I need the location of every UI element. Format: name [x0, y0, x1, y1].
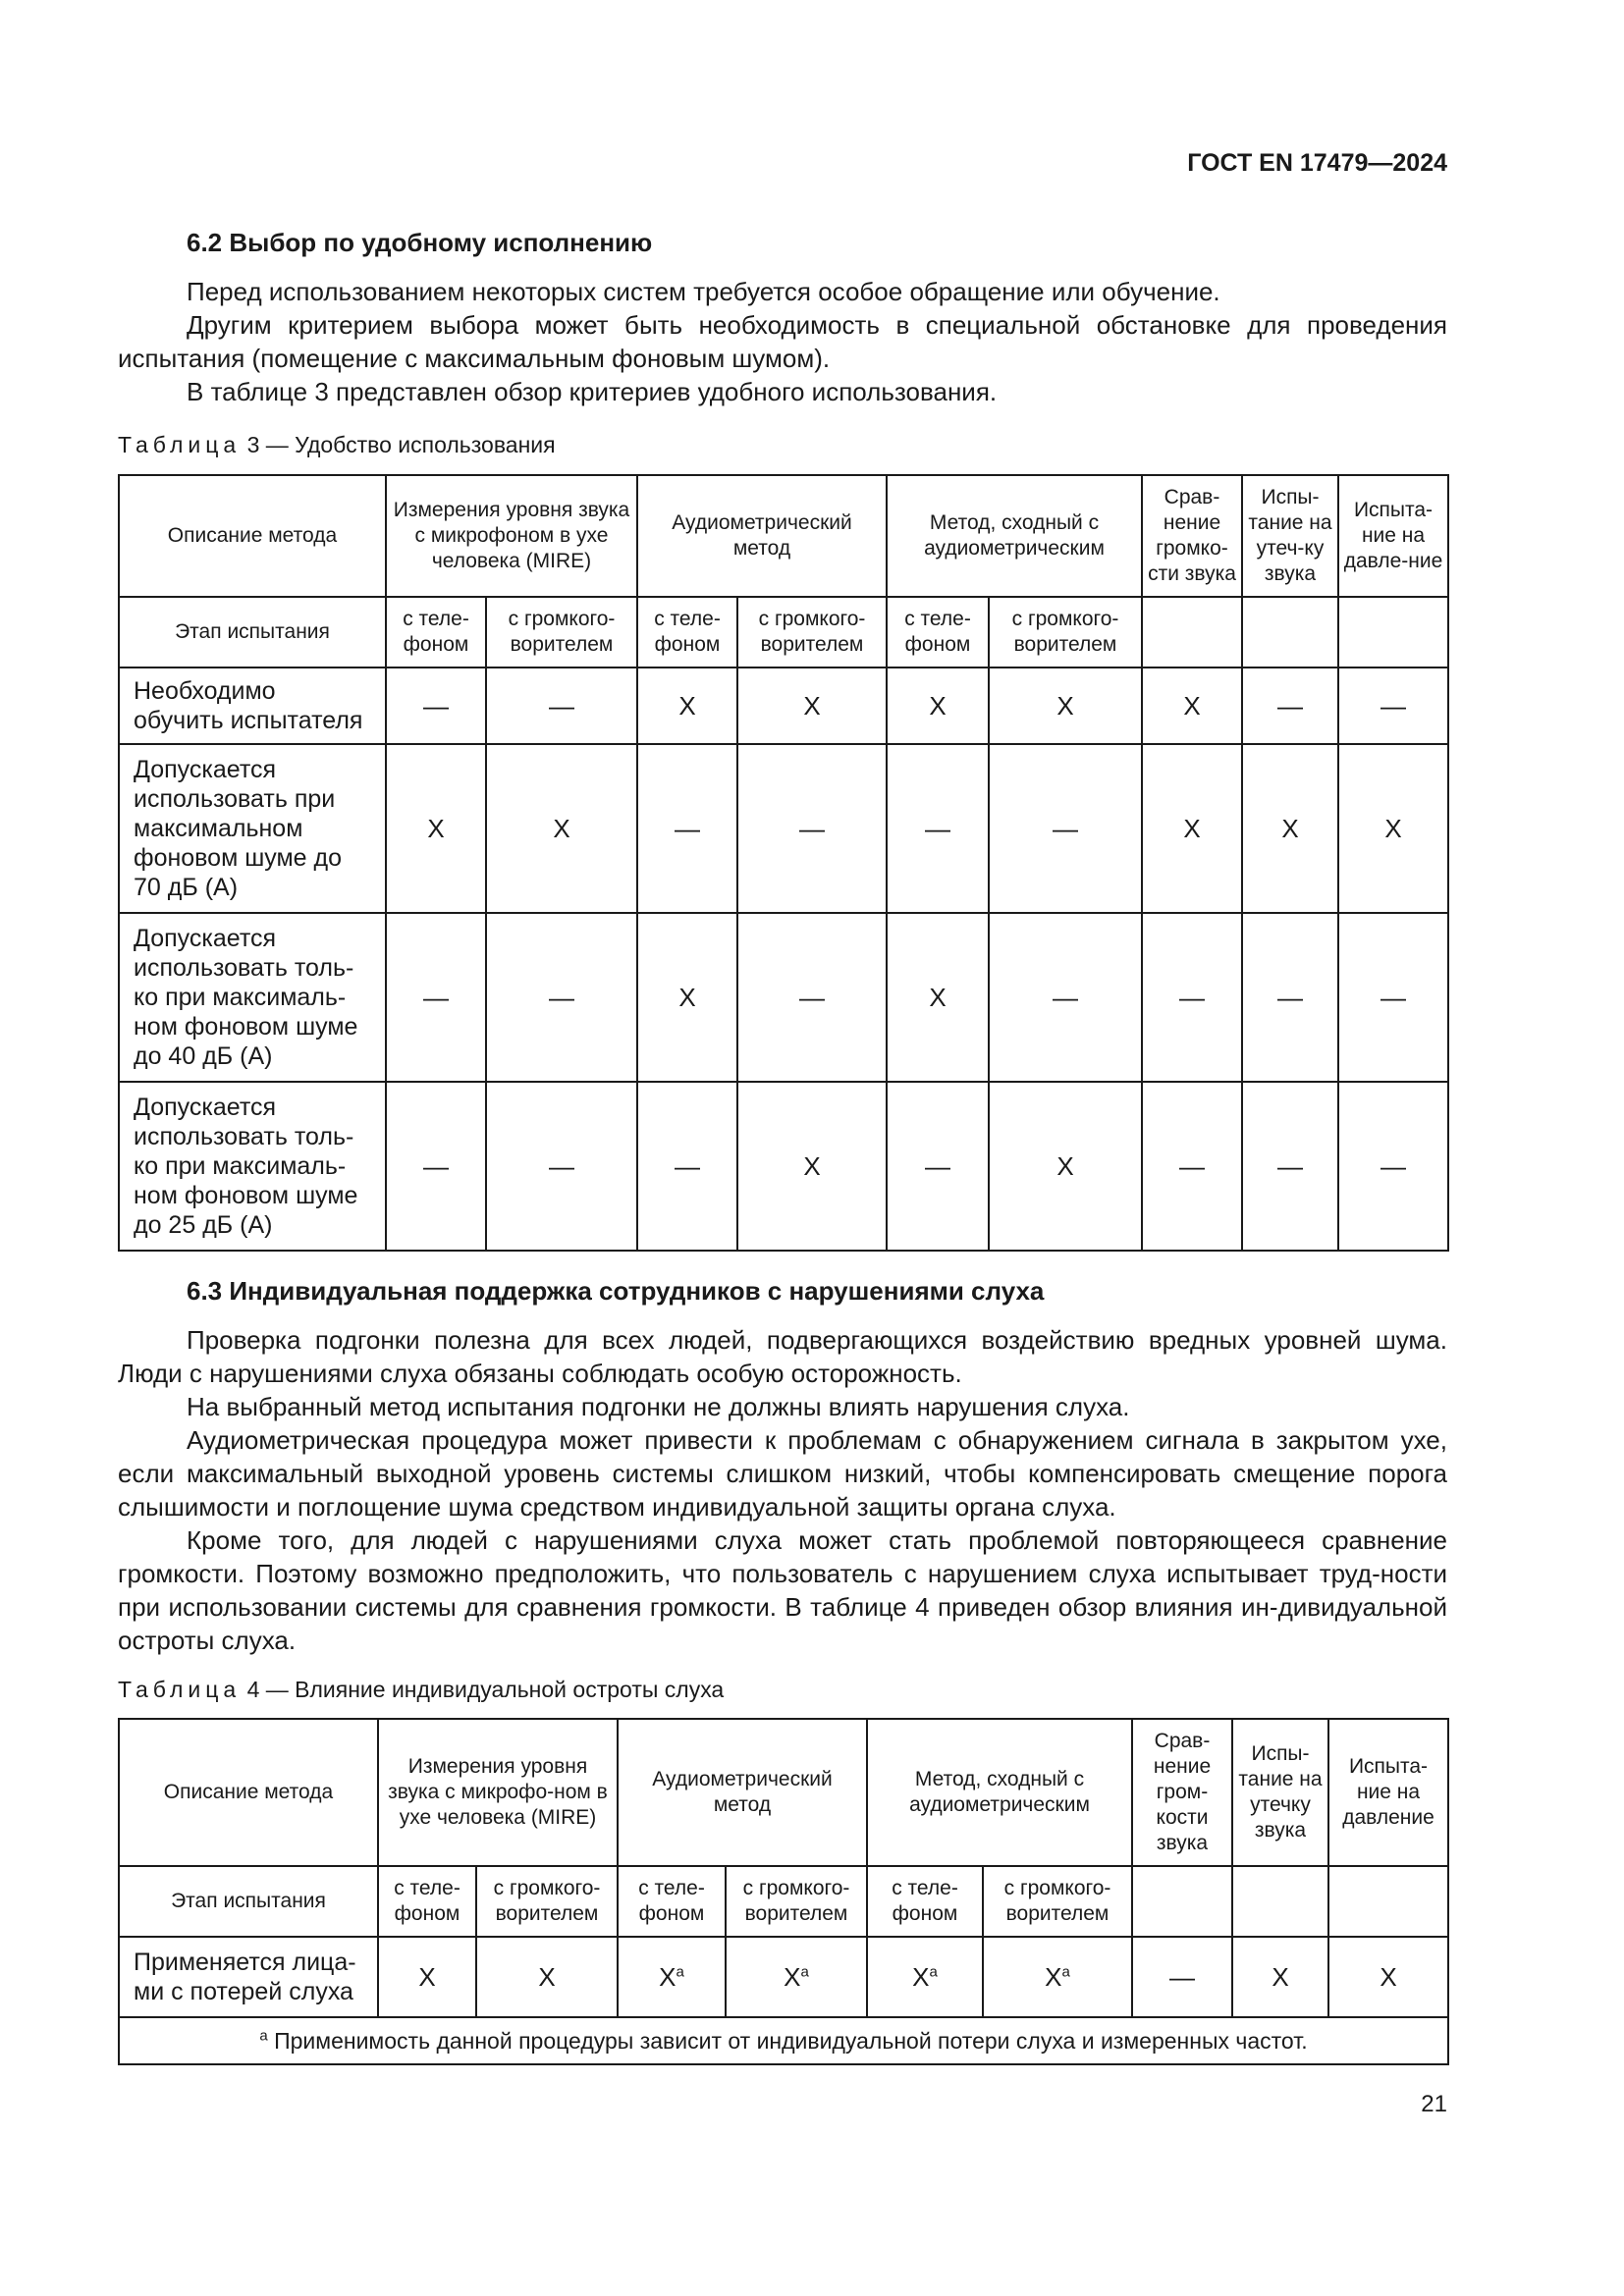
stage-speaker: с громкого-ворителем	[983, 1866, 1132, 1937]
empty-cell	[1338, 597, 1448, 667]
table-row	[119, 913, 1448, 1082]
table-4	[118, 1718, 1449, 2065]
header-similar: Метод, сходный с аудиометрическим	[887, 475, 1142, 597]
paragraph: Кроме того, для людей с нарушениями слуха может стать проблемой повторяющееся сравнение громкости. Поэтому возможно предположить, что пользователь с нарушением слуха испытывает труд-ности при использовании системы для сравнения громкости. В таблице 4 приведен обзор влияния ин-дивидуальной остроты слуха.	[118, 1525, 1447, 1655]
footnote	[119, 2017, 1448, 2064]
header-pressure: Испыта-ние на давление	[1328, 1719, 1448, 1866]
row-label: Допускается использовать при максимальном фоновом шуме до 70 дБ (А)	[119, 744, 386, 913]
table-row	[119, 744, 1448, 913]
cell: X	[386, 744, 486, 913]
cell: X	[1142, 667, 1242, 744]
stage-phone: с теле-фоном	[386, 597, 486, 667]
cell: —	[1242, 913, 1338, 1082]
stage-speaker: с громкого-ворителем	[737, 597, 887, 667]
paragraph: Аудиометрическая процедура может привести к проблемам с обнаружением сигнала в закрытом ухе, если максимальный выходной уровень системы слишком низкий, чтобы компенсировать смещение порога слышимости и поглощение шума средством индивидуальной защиты органа слуха.	[118, 1425, 1447, 1522]
stage-phone: с теле-фоном	[867, 1866, 983, 1937]
cell: —	[989, 913, 1142, 1082]
cell: —	[637, 1082, 737, 1251]
cell: —	[386, 913, 486, 1082]
cell: —	[1142, 1082, 1242, 1251]
stage-label: Этап испытания	[119, 597, 386, 667]
header-method: Описание метода	[119, 475, 386, 597]
cell: X	[486, 744, 637, 913]
header-leak: Испы-тание на утеч-ку звука	[1242, 475, 1338, 597]
cell	[867, 1937, 983, 2017]
cell: —	[989, 744, 1142, 913]
cell: —	[1132, 1937, 1232, 2017]
cell	[726, 1937, 867, 2017]
cell: —	[737, 744, 887, 913]
header-pressure: Испыта-ние на давле-ние	[1338, 475, 1448, 597]
header-similar: Метод, сходный с аудиометрическим	[867, 1719, 1132, 1866]
cell: —	[1242, 667, 1338, 744]
cell-value: X	[659, 1962, 677, 1992]
cell: X	[1142, 744, 1242, 913]
empty-cell	[1142, 597, 1242, 667]
footnote-ref: a	[929, 1963, 938, 1981]
footnote-text: Применимость данной процедуры зависит от индивидуальной потери слуха и измеренных частот.	[274, 2028, 1308, 2054]
cell: X	[989, 667, 1142, 744]
cell: X	[1328, 1937, 1448, 2017]
header-leak: Испы-тание на утечку звука	[1232, 1719, 1328, 1866]
cell: —	[1242, 1082, 1338, 1251]
footnote-ref: a	[676, 1963, 684, 1981]
cell: —	[887, 744, 989, 913]
stage-row	[119, 1866, 1448, 1937]
stage-phone: с теле-фоном	[887, 597, 989, 667]
empty-cell	[1132, 1866, 1232, 1937]
paragraph: На выбранный метод испытания подгонки не должны влиять нарушения слуха.	[187, 1392, 1130, 1421]
table-3-caption	[118, 432, 556, 458]
footnote-marker: a	[259, 2027, 268, 2045]
page-number: 21	[1421, 2091, 1447, 2117]
header-audiometric: Аудиометрический метод	[637, 475, 887, 597]
header-audiometric: Аудиометрический метод	[618, 1719, 867, 1866]
header-loudness: Срав-нение гром-кости звука	[1132, 1719, 1232, 1866]
cell: —	[486, 1082, 637, 1251]
stage-label: Этап испытания	[119, 1866, 378, 1937]
row-label: Допускается использовать толь-ко при максималь-ном фоновом шуме до 40 дБ (А)	[119, 913, 386, 1082]
cell: —	[486, 913, 637, 1082]
section-6-2-title: 6.2 Выбор по удобному исполнению	[187, 228, 653, 257]
cell: X	[1242, 744, 1338, 913]
stage-row	[119, 597, 1448, 667]
cell: X	[887, 667, 989, 744]
cell: —	[486, 667, 637, 744]
cell: X	[637, 913, 737, 1082]
paragraph: Другим критерием выбора может быть необходимость в специальной обстановке для проведения испытания (помещение с максимальным фоновым шумом).	[118, 310, 1447, 373]
document-code: ГОСТ EN 17479—2024	[1187, 149, 1447, 177]
table-row	[119, 1082, 1448, 1251]
stage-phone: с теле-фоном	[378, 1866, 476, 1937]
empty-cell	[1232, 1866, 1328, 1937]
footnote-ref: a	[800, 1963, 809, 1981]
cell: X	[887, 913, 989, 1082]
cell: —	[1338, 913, 1448, 1082]
header-mire: Измерения уровня звука с микрофо-ном в ухе человека (MIRE)	[378, 1719, 618, 1866]
cell: X	[989, 1082, 1142, 1251]
cell: —	[887, 1082, 989, 1251]
table-row	[119, 667, 1448, 744]
cell: —	[637, 744, 737, 913]
footnote-ref: a	[1061, 1963, 1070, 1981]
table-header-row	[119, 475, 1448, 597]
stage-speaker: с громкого-ворителем	[726, 1866, 867, 1937]
row-label: Допускается использовать толь-ко при максималь-ном фоновом шуме до 25 дБ (А)	[119, 1082, 386, 1251]
cell: X	[378, 1937, 476, 2017]
cell	[983, 1937, 1132, 2017]
table-4-caption	[118, 1677, 724, 1703]
paragraph: Перед использованием некоторых систем требуется особое обращение или обучение.	[187, 277, 1220, 306]
caption-label: Таблица	[118, 1677, 242, 1702]
section-6-3-text	[118, 1323, 1447, 1657]
caption-label: Таблица	[118, 432, 242, 457]
header-mire: Измерения уровня звука с микрофоном в ухе человека (MIRE)	[386, 475, 637, 597]
cell: X	[737, 667, 887, 744]
header-method: Описание метода	[119, 1719, 378, 1866]
row-label: Применяется лица-ми с потерей слуха	[119, 1937, 378, 2017]
stage-speaker: с громкого-ворителем	[486, 597, 637, 667]
empty-cell	[1242, 597, 1338, 667]
cell: X	[637, 667, 737, 744]
cell: X	[476, 1937, 618, 2017]
stage-phone: с теле-фоном	[618, 1866, 726, 1937]
row-label: Необходимо обучить испытателя	[119, 667, 386, 744]
cell: —	[1338, 1082, 1448, 1251]
cell: —	[1338, 667, 1448, 744]
cell	[618, 1937, 726, 2017]
cell-value: X	[1045, 1962, 1062, 1992]
footnote-row	[119, 2017, 1448, 2064]
header-loudness: Срав-нение громко-сти звука	[1142, 475, 1242, 597]
stage-speaker: с громкого-ворителем	[989, 597, 1142, 667]
table-row	[119, 1937, 1448, 2017]
cell: X	[737, 1082, 887, 1251]
section-6-3-title: 6.3 Индивидуальная поддержка сотрудников с нарушениями слуха	[187, 1276, 1045, 1306]
cell: —	[386, 667, 486, 744]
paragraph: Проверка подгонки полезна для всех людей, подвергающихся воздействию вредных уровней шума. Люди с нарушениями слуха обязаны соблюдать особую осторожность.	[118, 1325, 1447, 1388]
cell-value: X	[784, 1962, 801, 1992]
cell-value: X	[912, 1962, 930, 1992]
paragraph: В таблице 3 представлен обзор критериев удобного использования.	[187, 377, 998, 406]
cell: —	[737, 913, 887, 1082]
stage-speaker: с громкого-ворителем	[476, 1866, 618, 1937]
caption-text: 3 — Удобство использования	[246, 432, 556, 457]
cell: X	[1232, 1937, 1328, 2017]
table-header-row	[119, 1719, 1448, 1866]
section-6-2-text	[118, 275, 1447, 408]
table-3	[118, 474, 1449, 1252]
empty-cell	[1328, 1866, 1448, 1937]
caption-text: 4 — Влияние индивидуальной остроты слуха	[246, 1677, 725, 1702]
cell: X	[1338, 744, 1448, 913]
cell: —	[1142, 913, 1242, 1082]
stage-phone: с теле-фоном	[637, 597, 737, 667]
cell: —	[386, 1082, 486, 1251]
